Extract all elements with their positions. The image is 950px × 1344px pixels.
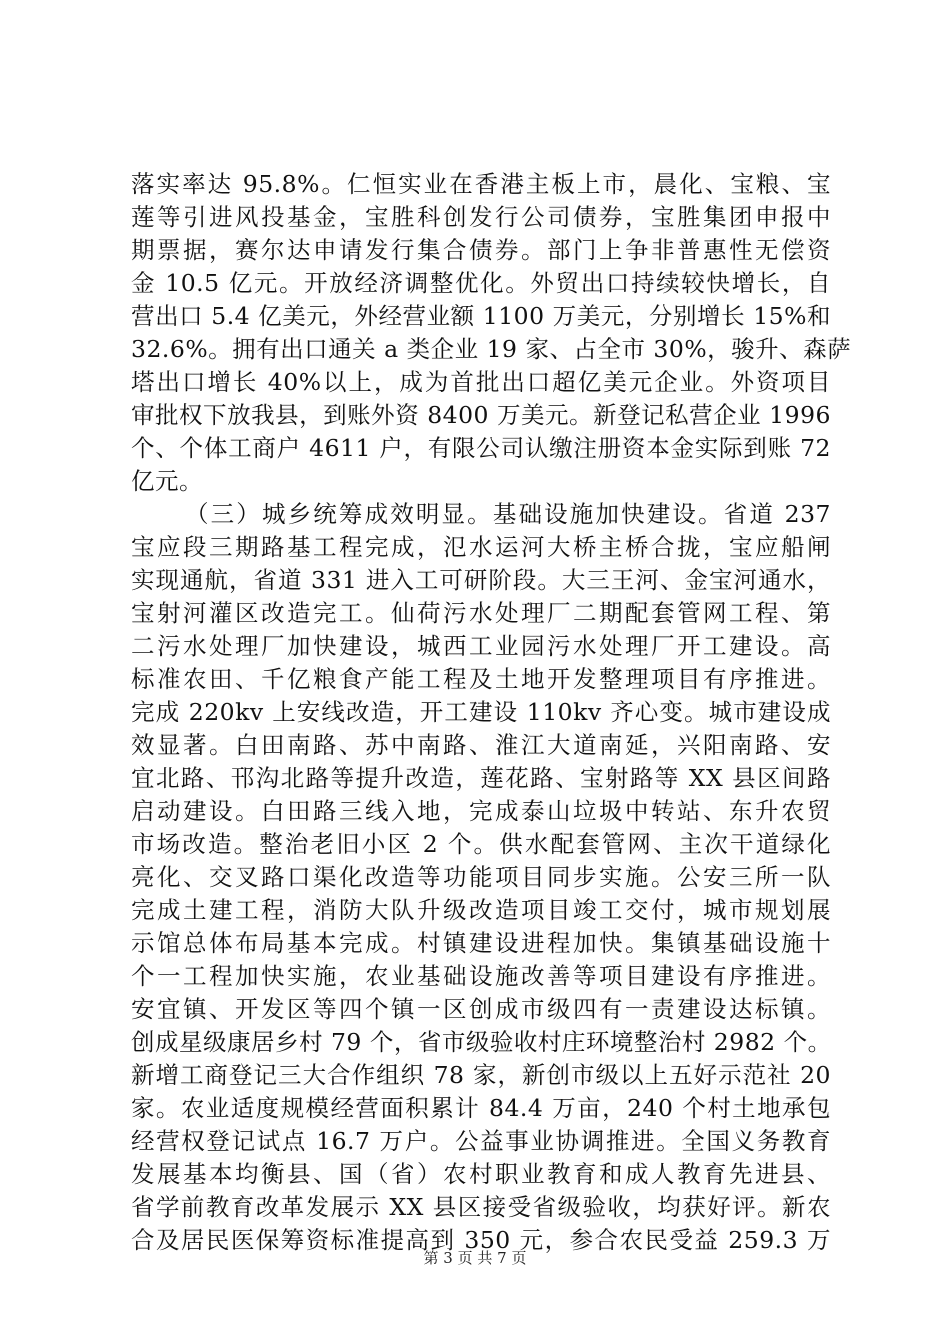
text-line: 二污水处理厂加快建设，城西工业园污水处理厂开工建设。高 — [131, 632, 831, 660]
section-heading-line: （三）城乡统筹成效明显。基础设施加快建设。省道 237 — [185, 500, 831, 528]
text-line: 个、个体工商户 4611 户，有限公司认缴注册资本金实际到账 72 — [131, 434, 831, 462]
text-line: 个一工程加快实施，农业基础设施改善等项目建设有序推进。 — [131, 962, 831, 990]
text-line: 效显著。白田南路、苏中南路、淮江大道南延，兴阳南路、安 — [131, 731, 831, 759]
text-line: 市场改造。整治老旧小区 2 个。供水配套管网、主次干道绿化 — [131, 830, 831, 858]
text-line: 新增工商登记三大合作组织 78 家，新创市级以上五好示范社 20 — [131, 1061, 831, 1089]
text-line: 亮化、交叉路口渠化改造等功能项目同步实施。公安三所一队 — [131, 863, 831, 891]
text-line: 期票据，赛尔达申请发行集合债券。部门上争非普惠性无偿资 — [131, 236, 831, 264]
text-line: 亿元。 — [131, 467, 203, 495]
text-line: 启动建设。白田路三线入地，完成泰山垃圾中转站、东升农贸 — [131, 797, 831, 825]
text-line: 标准农田、千亿粮食产能工程及土地开发整理项目有序推进。 — [131, 665, 831, 693]
text-line: 示馆总体布局基本完成。村镇建设进程加快。集镇基础设施十 — [131, 929, 831, 957]
text-line: 经营权登记试点 16.7 万户。公益事业协调推进。全国义务教育 — [131, 1127, 831, 1155]
text-line: 营出口 5.4 亿美元，外经营业额 1100 万美元，分别增长 15%和 — [131, 302, 831, 330]
text-line: 发展基本均衡县、国（省）农村职业教育和成人教育先进县、 — [131, 1160, 831, 1188]
text-line: 家。农业适度规模经营面积累计 84.4 万亩，240 个村土地承包 — [131, 1094, 831, 1122]
text-line: 创成星级康居乡村 79 个，省市级验收村庄环境整治村 2982 个。 — [131, 1028, 832, 1056]
text-line: 完成 220kv 上安线改造，开工建设 110kv 齐心变。城市建设成 — [131, 698, 831, 726]
text-line: 安宜镇、开发区等四个镇一区创成市级四有一责建设达标镇。 — [131, 995, 831, 1023]
text-line: 32.6%。拥有出口通关 a 类企业 19 家、占全市 30%，骏升、森萨 — [131, 335, 852, 363]
text-line: 塔出口增长 40%以上，成为首批出口超亿美元企业。外资项目 — [131, 368, 831, 396]
text-line: 莲等引进风投基金，宝胜科创发行公司债券，宝胜集团申报中 — [131, 203, 831, 231]
text-line: 宝应段三期路基工程完成，氾水运河大桥主桥合拢，宝应船闸 — [131, 533, 831, 561]
text-line: 宜北路、邗沟北路等提升改造，莲花路、宝射路等 XX 县区间路 — [131, 764, 831, 792]
document-body — [131, 168, 852, 1257]
text-line: 完成土建工程，消防大队升级改造项目竣工交付，城市规划展 — [131, 896, 831, 924]
text-line: 金 10.5 亿元。开放经济调整优化。外贸出口持续较快增长，自 — [131, 269, 831, 297]
text-line: 宝射河灌区改造完工。仙荷污水处理厂二期配套管网工程、第 — [131, 599, 831, 627]
text-line: 审批权下放我县，到账外资 8400 万美元。新登记私营企业 1996 — [131, 401, 831, 429]
page-number-footer: 第 3 页 共 7 页 — [423, 1249, 527, 1267]
paragraph-1 — [131, 168, 852, 498]
text-line: 实现通航，省道 331 进入工可研阶段。大三王河、金宝河通水， — [131, 566, 831, 594]
text-line: 合及居民医保筹资标准提高到 350 元，参合农民受益 259.3 万 — [131, 1226, 831, 1254]
paragraph-2 — [131, 498, 831, 1257]
text-line: 省学前教育改革发展示 XX 县区接受省级验收，均获好评。新农 — [131, 1193, 831, 1221]
text-line: 落实率达 95.8%。仁恒实业在香港主板上市，晨化、宝粮、宝 — [131, 170, 831, 198]
